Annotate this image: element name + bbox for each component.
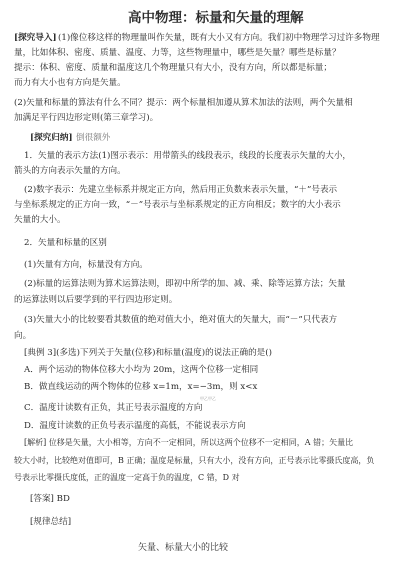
compare-title: 矢量、标量大小的比较 [138, 543, 229, 553]
explore-intro-line-3: 提示：体积、密度、质量和温度这几个物理量只有大小，没有方向，所以都是标量； [14, 63, 332, 73]
explore-intro-line-5: (2)矢量和标量的算法有什么不同？提示：两个标量相加遵从算术加法的法则，两个矢量相 [14, 98, 353, 108]
sec2-line-2: (2)标量的运算法则为算术运算法则，即初中所学的加、减、乘、除等运算方法；矢量 [24, 279, 346, 289]
explore-intro-line-4: 而力有大小也有方向是矢量。 [14, 78, 126, 88]
explore-summary-label: [探究归纳] [30, 133, 73, 143]
page-title: 高中物理：标量和矢量的理解 [128, 10, 304, 26]
explore-intro-label: [探究导入] [14, 33, 57, 43]
sec2-line-3: 的运算法则以后要学到的平行四边形定则。 [14, 295, 178, 305]
example-option-d: D．温度计读数的正负号表示温度的高低，不能说表示方向 [24, 421, 246, 431]
example-option-a: A．两个运动的物体位移大小均为 20m，这两个位移一定相同 [24, 365, 259, 375]
rule-summary-label: [规律总结] [30, 517, 72, 527]
subscript-note: 甲乙甲乙 [200, 396, 216, 401]
sec1-line-2: 箭头的方向表示矢量的方向。 [14, 166, 126, 176]
watermark-text: 倒很额外 [76, 133, 111, 143]
sec2-line-5: 向。 [14, 331, 32, 341]
sec1-line-4: 与坐标系规定的正方向一致，“－”号表示与坐标系规定的正方向相反；数字的大小表示 [14, 200, 341, 210]
explore-intro-line-6: 加满足平行四边形定则(第三章学习)。 [14, 113, 159, 123]
example-option-c: C．温度计读数有正负，其正号表示温度的方向 [24, 403, 203, 413]
sec2-line-1: (1)矢量有方向，标量没有方向。 [24, 260, 148, 270]
sec1-line-5: 矢量的大小。 [14, 215, 66, 225]
example-option-b: B．做直线运动的两个物体的位移 x=1m，x=−3m，则 x<x [24, 382, 258, 392]
analysis-line-1: [解析] 位移是矢量，大小相等，方向不一定相同，所以这两个位移不一定相同，A 错；矢量比 [24, 438, 354, 447]
explore-intro-line-2: 量，比如体积、密度、质量、温度、力等，这些物理量中，哪些是矢量？哪些是标量？ [14, 48, 341, 58]
analysis-line-3: 号表示比零摄氏度低，正的温度一定高于负的温度，C 错，D 对 [14, 473, 240, 482]
sec1-line-3: (2)数字表示：先建立坐标系并规定正方向，然后用正负数来表示矢量，“＋”号表示 [24, 185, 338, 195]
sec2-heading: 2．矢量和标量的区别 [24, 238, 107, 248]
answer: [答案] BD [30, 494, 70, 504]
example-question: [典例 3](多选)下列关于矢量(位移)和标量(温度)的说法正确的是() [24, 348, 272, 358]
sec1-line-1: 1．矢量的表示方法(1)图示表示：用带箭头的线段表示，线段的长度表示矢量的大小， [24, 151, 352, 161]
analysis-line-2: 较大小时，比较绝对值即可，B 正确；温度是标量，只有大小，没有方向，正号表示比零摄氏度高，负 [14, 456, 375, 465]
sec2-line-4: (3)矢量大小的比较要看其数值的绝对值大小，绝对值大的矢量大，而“－”只代表方 [24, 315, 338, 325]
explore-intro-line-1: (1)像位移这样的物理量叫作矢量，既有大小又有方向。我们初中物理学习过许多物理 [58, 33, 380, 43]
